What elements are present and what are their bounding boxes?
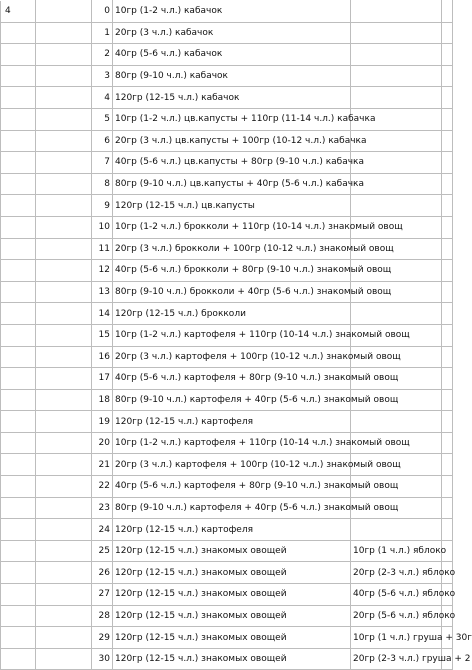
table-row (1, 152, 453, 174)
cell-empty[interactable] (442, 173, 453, 195)
table-row (1, 389, 453, 411)
cell-day-number[interactable]: 25 (92, 540, 113, 562)
cell-portion[interactable]: 20гр (3 ч.л.) цв.капусты + 100гр (10-12 ч.л.) кабачка (113, 130, 351, 152)
cell-portion[interactable]: 40гр (5-6 ч.л.) цв.капусты + 80гр (9-10 ч.л.) кабачка (113, 152, 351, 174)
cell-empty[interactable] (36, 454, 92, 476)
cell-day-number[interactable]: 10 (92, 216, 113, 238)
cell-day-number[interactable]: 18 (92, 389, 113, 411)
cell-fruit[interactable]: 20гр (2-3 ч.л.) груша + 2 (351, 648, 442, 670)
cell-day-number[interactable]: 28 (92, 605, 113, 627)
cell-fruit[interactable] (351, 22, 442, 44)
cell-fruit[interactable] (351, 173, 442, 195)
cell-portion[interactable]: 120гр (12-15 ч.л.) цв.капусты (113, 195, 351, 217)
cell-empty[interactable] (36, 562, 92, 584)
cell-group[interactable] (1, 454, 36, 476)
cell-portion[interactable]: 10гр (1-2 ч.л.) цв.капусты + 110гр (11-14 ч.л.) кабачка (113, 108, 351, 130)
cell-empty[interactable] (442, 389, 453, 411)
table-row (1, 454, 453, 476)
cell-group[interactable] (1, 281, 36, 303)
cell-empty[interactable] (442, 108, 453, 130)
table-row (1, 605, 453, 627)
cell-group[interactable]: 4 (1, 1, 36, 23)
cell-day-number[interactable]: 6 (92, 130, 113, 152)
cell-day-number[interactable]: 20 (92, 432, 113, 454)
cell-fruit[interactable] (351, 303, 442, 325)
cell-empty[interactable] (36, 584, 92, 606)
cell-group[interactable] (1, 152, 36, 174)
table-row (1, 432, 453, 454)
cell-portion[interactable]: 120гр (12-15 ч.л.) знакомых овощей (113, 540, 351, 562)
cell-day-number[interactable]: 0 (92, 1, 113, 23)
cell-empty[interactable] (442, 130, 453, 152)
cell-empty[interactable] (442, 519, 453, 541)
cell-empty[interactable] (36, 44, 92, 66)
cell-portion[interactable]: 120гр (12-15 ч.л.) знакомых овощей (113, 584, 351, 606)
cell-empty[interactable] (442, 1, 453, 23)
cell-portion[interactable]: 10гр (1-2 ч.л.) картофеля + 110гр (10-14 ч.л.) знакомый овощ (113, 432, 351, 454)
cell-portion[interactable]: 40гр (5-6 ч.л.) кабачок (113, 44, 351, 66)
cell-empty[interactable] (442, 87, 453, 109)
table-row (1, 1, 453, 23)
cell-empty[interactable] (442, 238, 453, 260)
cell-group[interactable] (1, 562, 36, 584)
cell-empty[interactable] (36, 216, 92, 238)
cell-portion[interactable]: 120гр (12-15 ч.л.) знакомых овощей (113, 562, 351, 584)
table-row (1, 648, 453, 670)
cell-day-number[interactable]: 24 (92, 519, 113, 541)
cell-day-number[interactable]: 1 (92, 22, 113, 44)
cell-day-number[interactable]: 27 (92, 584, 113, 606)
table-row (1, 324, 453, 346)
cell-portion[interactable]: 20гр (3 ч.л.) картофеля + 100гр (10-12 ч.л.) знакомый овощ (113, 346, 351, 368)
cell-group[interactable] (1, 87, 36, 109)
cell-empty[interactable] (36, 130, 92, 152)
table-row (1, 238, 453, 260)
cell-portion[interactable]: 80гр (9-10 ч.л.) кабачок (113, 65, 351, 87)
cell-portion[interactable]: 20гр (3 ч.л.) кабачок (113, 22, 351, 44)
cell-empty[interactable] (36, 22, 92, 44)
cell-day-number[interactable]: 12 (92, 260, 113, 282)
cell-empty[interactable] (36, 238, 92, 260)
cell-empty[interactable] (36, 389, 92, 411)
cell-group[interactable] (1, 65, 36, 87)
cell-empty[interactable] (36, 152, 92, 174)
cell-empty[interactable] (36, 432, 92, 454)
cell-empty[interactable] (36, 368, 92, 390)
cell-empty[interactable] (442, 195, 453, 217)
cell-day-number[interactable]: 4 (92, 87, 113, 109)
table-row (1, 584, 453, 606)
cell-day-number[interactable]: 17 (92, 368, 113, 390)
cell-portion[interactable]: 80гр (9-10 ч.л.) картофеля + 40гр (5-6 ч.л.) знакомый овощ (113, 389, 351, 411)
cell-fruit[interactable] (351, 152, 442, 174)
table-row (1, 195, 453, 217)
cell-empty[interactable] (36, 108, 92, 130)
cell-empty[interactable] (442, 432, 453, 454)
cell-group[interactable] (1, 324, 36, 346)
cell-portion[interactable]: 120гр (12-15 ч.л.) знакомых овощей (113, 627, 351, 649)
cell-group[interactable] (1, 303, 36, 325)
cell-empty[interactable] (36, 173, 92, 195)
cell-empty[interactable] (442, 281, 453, 303)
cell-empty[interactable] (442, 260, 453, 282)
cell-portion[interactable]: 120гр (12-15 ч.л.) брокколи (113, 303, 351, 325)
cell-empty[interactable] (36, 519, 92, 541)
cell-day-number[interactable]: 11 (92, 238, 113, 260)
cell-empty[interactable] (36, 605, 92, 627)
cell-empty[interactable] (442, 346, 453, 368)
cell-empty[interactable] (36, 65, 92, 87)
cell-group[interactable] (1, 238, 36, 260)
cell-fruit[interactable]: 40гр (5-6 ч.л.) яблоко (351, 584, 442, 606)
table-row (1, 411, 453, 433)
table-row (1, 540, 453, 562)
cell-empty[interactable] (36, 346, 92, 368)
table-row (1, 303, 453, 325)
table-row (1, 497, 453, 519)
cell-empty[interactable] (442, 22, 453, 44)
table-row (1, 130, 453, 152)
cell-group[interactable] (1, 44, 36, 66)
cell-fruit[interactable] (351, 44, 442, 66)
table-row (1, 562, 453, 584)
table-row (1, 260, 453, 282)
table-row (1, 87, 453, 109)
cell-fruit[interactable]: 20гр (5-6 ч.л.) яблоко (351, 605, 442, 627)
cell-group[interactable] (1, 108, 36, 130)
table-row (1, 22, 453, 44)
cell-portion[interactable]: 120гр (12-15 ч.л.) картофеля (113, 411, 351, 433)
cell-empty[interactable] (36, 195, 92, 217)
cell-fruit[interactable] (351, 195, 442, 217)
cell-fruit[interactable]: 20гр (2-3 ч.л.) яблоко (351, 562, 442, 584)
cell-group[interactable] (1, 648, 36, 670)
cell-day-number[interactable]: 7 (92, 152, 113, 174)
cell-group[interactable] (1, 605, 36, 627)
cell-portion[interactable]: 40гр (5-6 ч.л.) картофеля + 80гр (9-10 ч.л.) знакомый овощ (113, 476, 351, 498)
cell-portion[interactable]: 80гр (9-10 ч.л.) картофеля + 40гр (5-6 ч.л.) знакомый овощ (113, 497, 351, 519)
table-row (1, 368, 453, 390)
cell-portion[interactable]: 20гр (3 ч.л.) картофеля + 100гр (10-12 ч.л.) знакомый овощ (113, 454, 351, 476)
cell-empty[interactable] (442, 152, 453, 174)
cell-day-number[interactable]: 23 (92, 497, 113, 519)
cell-day-number[interactable]: 14 (92, 303, 113, 325)
cell-group[interactable] (1, 519, 36, 541)
cell-day-number[interactable]: 13 (92, 281, 113, 303)
table-row (1, 519, 453, 541)
cell-portion[interactable]: 120гр (12-15 ч.л.) кабачок (113, 87, 351, 109)
table-row (1, 173, 453, 195)
cell-group[interactable] (1, 368, 36, 390)
cell-fruit[interactable] (351, 1, 442, 23)
cell-fruit[interactable] (351, 65, 442, 87)
cell-portion[interactable]: 10гр (1-2 ч.л.) брокколи + 110гр (10-14 ч.л.) знакомый овощ (113, 216, 351, 238)
cell-portion[interactable]: 120гр (12-15 ч.л.) знакомых овощей (113, 648, 351, 670)
cell-day-number[interactable]: 8 (92, 173, 113, 195)
cell-day-number[interactable]: 9 (92, 195, 113, 217)
cell-empty[interactable] (442, 216, 453, 238)
cell-empty[interactable] (36, 497, 92, 519)
table-row (1, 476, 453, 498)
cell-empty[interactable] (36, 324, 92, 346)
cell-portion[interactable]: 80гр (9-10 ч.л.) цв.капусты + 40гр (5-6 ч.л.) кабачка (113, 173, 351, 195)
table-row (1, 44, 453, 66)
cell-portion[interactable]: 10гр (1-2 ч.л.) картофеля + 110гр (10-14 ч.л.) знакомый овощ (113, 324, 351, 346)
cell-portion[interactable]: 10гр (1-2 ч.л.) кабачок (113, 1, 351, 23)
cell-group[interactable] (1, 195, 36, 217)
cell-portion[interactable]: 40гр (5-6 ч.л.) картофеля + 80гр (9-10 ч.л.) знакомый овощ (113, 368, 351, 390)
cell-empty[interactable] (442, 44, 453, 66)
cell-group[interactable] (1, 584, 36, 606)
cell-fruit[interactable] (351, 411, 442, 433)
cell-day-number[interactable]: 15 (92, 324, 113, 346)
table-row (1, 65, 453, 87)
cell-empty[interactable] (36, 87, 92, 109)
cell-portion[interactable]: 40гр (5-6 ч.л.) брокколи + 80гр (9-10 ч.л.) знакомый овощ (113, 260, 351, 282)
cell-fruit[interactable] (351, 87, 442, 109)
cell-group[interactable] (1, 173, 36, 195)
cell-empty[interactable] (36, 540, 92, 562)
table-row (1, 216, 453, 238)
cell-day-number[interactable]: 2 (92, 44, 113, 66)
cell-portion[interactable]: 120гр (12-15 ч.л.) картофеля (113, 519, 351, 541)
cell-empty[interactable] (442, 324, 453, 346)
cell-day-number[interactable]: 30 (92, 648, 113, 670)
cell-group[interactable] (1, 130, 36, 152)
cell-fruit[interactable]: 10гр (1 ч.л.) яблоко (351, 540, 442, 562)
table-row (1, 346, 453, 368)
cell-empty[interactable] (36, 1, 92, 23)
cell-portion[interactable]: 20гр (3 ч.л.) брокколи + 100гр (10-12 ч.л.) знакомый овощ (113, 238, 351, 260)
cell-group[interactable] (1, 411, 36, 433)
cell-day-number[interactable]: 5 (92, 108, 113, 130)
cell-day-number[interactable]: 26 (92, 562, 113, 584)
cell-empty[interactable] (442, 368, 453, 390)
table-row (1, 108, 453, 130)
cell-group[interactable] (1, 260, 36, 282)
cell-day-number[interactable]: 3 (92, 65, 113, 87)
cell-group[interactable] (1, 627, 36, 649)
cell-group[interactable] (1, 22, 36, 44)
cell-empty[interactable] (442, 454, 453, 476)
cell-day-number[interactable]: 29 (92, 627, 113, 649)
cell-fruit[interactable]: 10гр (1 ч.л.) груша + 30г (351, 627, 442, 649)
cell-empty[interactable] (36, 260, 92, 282)
cell-group[interactable] (1, 432, 36, 454)
cell-portion[interactable]: 80гр (9-10 ч.л.) брокколи + 40гр (5-6 ч.л.) знакомый овощ (113, 281, 351, 303)
table-row (1, 627, 453, 649)
cell-fruit[interactable] (351, 519, 442, 541)
cell-empty[interactable] (442, 497, 453, 519)
cell-empty[interactable] (36, 281, 92, 303)
cell-empty[interactable] (442, 65, 453, 87)
cell-day-number[interactable]: 19 (92, 411, 113, 433)
cell-group[interactable] (1, 497, 36, 519)
cell-group[interactable] (1, 540, 36, 562)
cell-empty[interactable] (442, 411, 453, 433)
cell-group[interactable] (1, 476, 36, 498)
cell-empty[interactable] (36, 627, 92, 649)
table-row (1, 281, 453, 303)
cell-day-number[interactable]: 21 (92, 454, 113, 476)
cell-group[interactable] (1, 216, 36, 238)
cell-day-number[interactable]: 16 (92, 346, 113, 368)
cell-empty[interactable] (442, 476, 453, 498)
cell-empty[interactable] (36, 476, 92, 498)
cell-empty[interactable] (36, 303, 92, 325)
cell-empty[interactable] (36, 648, 92, 670)
cell-group[interactable] (1, 346, 36, 368)
cell-empty[interactable] (36, 411, 92, 433)
cell-portion[interactable]: 120гр (12-15 ч.л.) знакомых овощей (113, 605, 351, 627)
cell-group[interactable] (1, 389, 36, 411)
cell-day-number[interactable]: 22 (92, 476, 113, 498)
cell-empty[interactable] (442, 303, 453, 325)
